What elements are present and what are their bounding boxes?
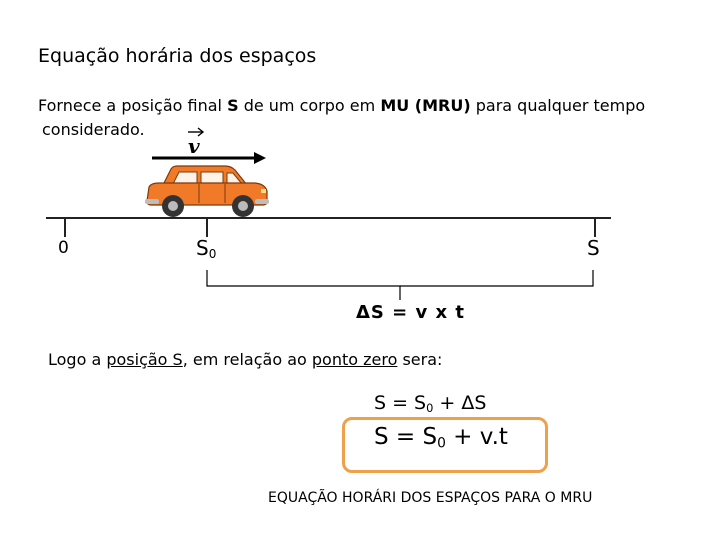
equation-2: [374, 424, 508, 451]
logo-text-b: , em relação ao: [182, 350, 312, 369]
position-axis: [46, 217, 611, 219]
tick-s: [594, 217, 596, 237]
velocity-letter: v: [188, 134, 200, 158]
intro-text-c: para qualquer tempo: [470, 96, 646, 115]
intro-line-1: [38, 94, 678, 118]
eq2-sub: 0: [437, 435, 446, 452]
intro-text-b: de um corpo em: [238, 96, 381, 115]
eq1-sub: 0: [426, 400, 434, 415]
tick-s0: [206, 217, 208, 237]
logo-position: posição S: [106, 350, 183, 369]
delta-equation: ΔS = v x t: [356, 302, 465, 323]
eq1-pre: S = S: [374, 392, 427, 414]
logo-text-a: Logo a: [48, 350, 107, 369]
tick-origin: [64, 217, 66, 237]
s0-letter: S: [196, 236, 209, 260]
intro-mu: MU (MRU): [380, 96, 471, 115]
footer-caption: EQUAÇÃO HORÁRI DOS ESPAÇOS PARA O MRU: [268, 490, 593, 506]
intro-s: S: [227, 96, 239, 115]
intro-line-2: considerado.: [42, 120, 145, 139]
logo-zero: ponto zero: [311, 350, 398, 369]
s0-label: [196, 236, 216, 261]
eq1-post: + ΔS: [433, 392, 487, 414]
eq2-pre: S = S: [374, 424, 438, 450]
s0-subscript: 0: [208, 247, 217, 261]
intro-text: [38, 94, 678, 142]
origin-label: 0: [58, 238, 69, 258]
eq2-post: + v.t: [445, 424, 508, 450]
logo-text-c: sera:: [397, 350, 443, 369]
equation-1: [374, 392, 486, 415]
displacement-brace: [200, 268, 602, 302]
vector-arrow-icon: [186, 126, 208, 138]
s-label: S: [587, 236, 600, 260]
intro-text-a: Fornece a posição final: [38, 96, 228, 115]
page-title: Equação horária dos espaços: [38, 45, 317, 67]
logo-line: [48, 350, 442, 369]
car-icon: [143, 163, 273, 219]
